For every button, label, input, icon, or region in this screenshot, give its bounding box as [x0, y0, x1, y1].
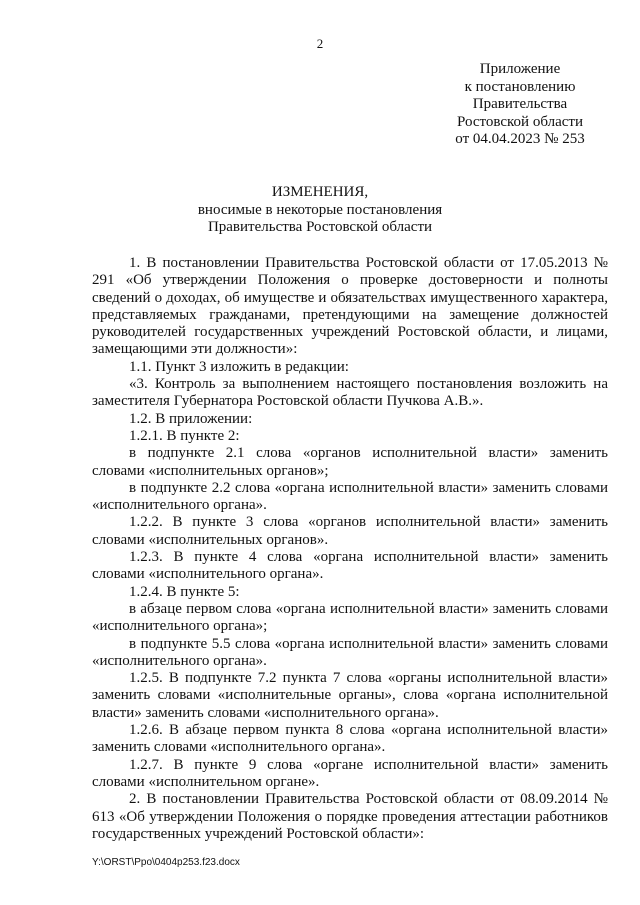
document-body — [92, 255, 608, 843]
paragraph: в подпункте 2.1 слова «органов исполнительной власти» заменить словами «исполнительных органов»; — [92, 445, 608, 479]
paragraph: 1.2.5. В подпункте 7.2 пункта 7 слова «органы исполнительной власти» заменить словами «исполнительные органы», слова «органа исполнительной власти» заменить словами «исполнительного органа». — [92, 670, 608, 721]
paragraph: в абзаце первом слова «органа исполнительной власти» заменить словами «исполнительного органа»; — [92, 600, 608, 635]
paragraph: 1. В постановлении Правительства Ростовской области от 17.05.2013 № 291 «Об утверждении Положения о проверке достоверности и полноты сведений о доходах, об имуществе и обязательствах имущественного характера, представляемых гражданами, претендующими на замещение должностей руководителей государственных учреждений Ростовской области, и лицами, замещающими эти должности»: — [92, 255, 608, 358]
paragraph: 1.2.3. В пункте 4 слова «органа исполнительной власти» заменить словами «исполнительного органа». — [92, 549, 608, 583]
paragraph: «3. Контроль за выполнением настоящего постановления возложить на заместителя Губернатора Ростовской области Пучкова А.В.». — [92, 376, 608, 410]
file-path-footer: Y:\ORST\Ppo\0404p253.f23.docx — [92, 857, 240, 868]
paragraph: в подпункте 2.2 слова «органа исполнительной власти» заменить словами «исполнительного органа». — [92, 479, 608, 514]
paragraph: в подпункте 5.5 слова «органа исполнительной власти» заменить словами «исполнительного органа». — [92, 635, 608, 669]
title-subtitle: вносимые в некоторые постановления — [197, 201, 443, 218]
appendix-block — [440, 61, 600, 149]
paragraph: 1.2.6. В абзаце первом пункта 8 слова «органа исполнительной власти» заменить словами «исполнительного органа». — [92, 722, 608, 756]
appendix-line: Приложение — [479, 61, 561, 77]
paragraph: 1.2.4. В пункте 5: — [129, 583, 240, 600]
appendix-line: от 04.04.2023 № 253 — [455, 131, 585, 148]
page-number: 2 — [316, 36, 324, 51]
appendix-line: Ростовской области — [457, 113, 583, 130]
paragraph: 1.2. В приложении: — [129, 410, 253, 427]
paragraph: 1.1. Пункт 3 изложить в редакции: — [129, 358, 349, 375]
paragraph: 1.2.7. В пункте 9 слова «органе исполнительной власти» заменить словами «исполнительном органе». — [92, 756, 608, 790]
document-title — [0, 184, 640, 237]
title-heading: ИЗМЕНЕНИЯ, — [271, 184, 369, 200]
paragraph: 1.2.1. В пункте 2: — [129, 427, 240, 444]
paragraph: 1.2.2. В пункте 3 слова «органов исполнительной власти» заменить словами «исполнительных органов». — [92, 514, 608, 548]
title-subtitle: Правительства Ростовской области — [207, 219, 433, 236]
appendix-line: к постановлению — [464, 78, 576, 95]
appendix-line: Правительства — [472, 96, 568, 113]
paragraph: 2. В постановлении Правительства Ростовской области от 08.09.2014 № 613 «Об утверждении Положения о порядке проведения аттестации работников государственных учреждений Ростовской области»: — [92, 791, 608, 842]
